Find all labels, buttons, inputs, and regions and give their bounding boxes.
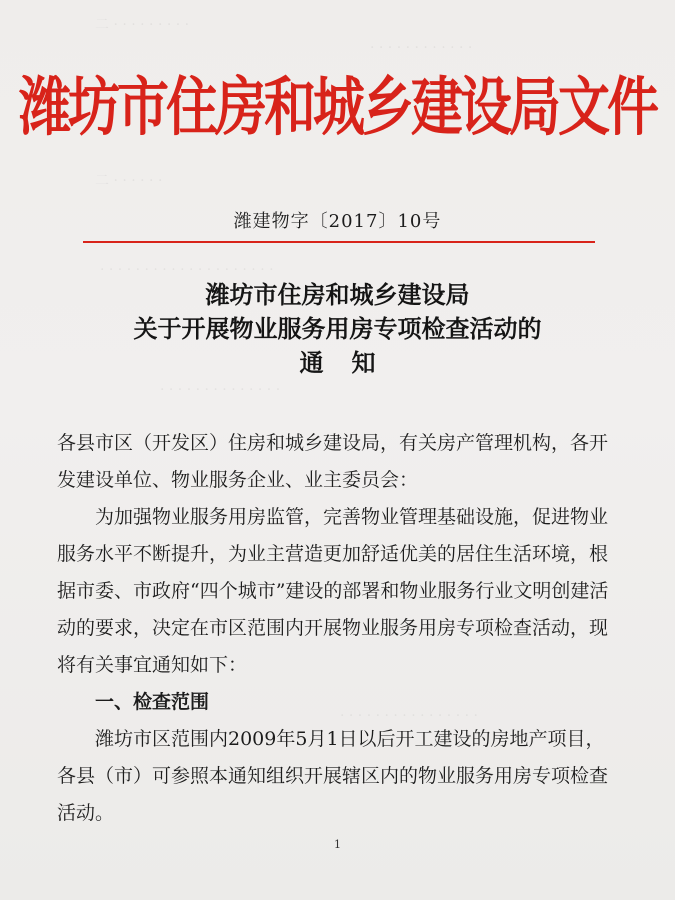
notice-body (57, 425, 617, 832)
show-through-text: · · · · · · · · · · · · · · · · (340, 708, 478, 724)
paragraph-scope: 潍坊市区范围内2009年5月1日以后开工建设的房地产项目，各县（市）可参照本通知组织开展辖区内的物业服务用房专项检查活动。 (57, 728, 609, 824)
notice-title-line-1: 潍坊市住房和城乡建设局 (205, 281, 470, 309)
notice-title (0, 278, 675, 380)
show-through-text: 二 · · · · · · · · · (95, 17, 190, 33)
show-through-text: · · · · · · · · · · · · · · (160, 382, 281, 398)
section-heading-scope: 一、检查范围 (95, 691, 210, 713)
document-header-title: 潍坊市住房和城乡建设局文件 (18, 71, 656, 146)
red-divider-line (83, 241, 595, 243)
document-number: 潍建物字〔2017〕10号 (233, 211, 442, 232)
show-through-text: · · · · · · · · · · · · (370, 40, 473, 56)
notice-title-line-3: 通知 (299, 349, 404, 377)
page-number: 1 (334, 838, 341, 851)
notice-title-line-2: 关于开展物业服务用房专项检查活动的 (133, 315, 542, 343)
show-through-text: · · · · · · · · · · · · · · · · · · · · (100, 262, 274, 278)
show-through-text: 二 · · · · · · (95, 173, 163, 189)
salutation: 各县市区（开发区）住房和城乡建设局，有关房产管理机构，各开发建设单位、物业服务企业、业主委员会： (57, 432, 609, 491)
paragraph-intro: 为加强物业服务用房监管，完善物业管理基础设施，促进物业服务水平不断提升，为业主营造更加舒适优美的居住生活环境，根据市委、市政府“四个城市”建设的部署和物业服务行业文明创建活动的要求，决定在市区范围内开展物业服务用房专项检查活动，现将有关事宜通知如下： (57, 506, 609, 676)
